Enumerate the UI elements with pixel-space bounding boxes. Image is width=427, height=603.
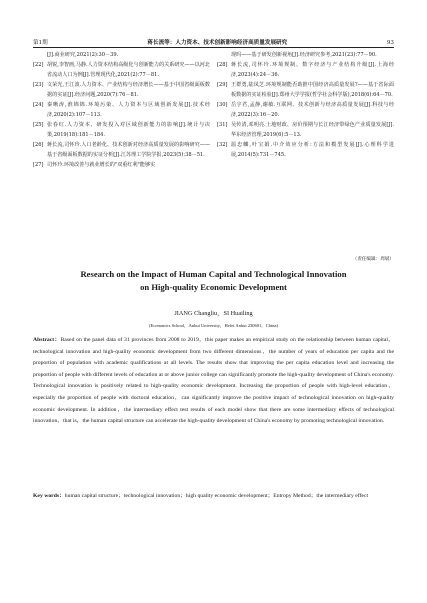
reference-number: [22]	[33, 62, 44, 68]
reference-item	[217, 100, 394, 120]
keywords	[33, 491, 394, 503]
reference-number: [23]	[33, 82, 44, 88]
reference-number: [30]	[217, 102, 228, 108]
reference-text: 司怀玲.环境改善与就业增长的"双重红利"能够实	[47, 162, 156, 168]
keywords-label: Key words：	[33, 493, 65, 499]
reference-number: [31]	[217, 122, 228, 128]
reference-text: 张春红.人力资本、研发投入对区域创新能力的影响[J].统计与决策,2019(18):181－184.	[47, 122, 210, 138]
reference-item	[33, 100, 210, 120]
reference-text: 王群勇,陆凤芝.环境规制能否助推中国经济高质量发展?——基于省际面板数据的实证检验[J].郑州大学学报(哲学社会科学版),2018(6):64－70.	[231, 82, 394, 98]
editor-note: （责任编辑：周斌）	[352, 257, 394, 262]
reference-item	[33, 160, 210, 170]
header-rule	[33, 47, 394, 48]
reference-item	[217, 80, 394, 100]
reference-number	[217, 50, 231, 60]
reference-text: 温忠麟,叶宝娟.中介效应分析:方法和模型发展[J].心理科学进展,2014(5):731－745.	[231, 142, 394, 158]
reference-number	[33, 50, 47, 60]
reference-number: [27]	[33, 162, 44, 168]
reference-item	[217, 120, 394, 140]
english-title-line-2: on High-quality Economic Development	[140, 281, 287, 292]
reference-text: [J].商业研究,2021(2):30－39.	[47, 52, 119, 58]
references-section	[33, 50, 394, 238]
references-left-column	[33, 50, 210, 238]
reference-text: 岳宇君,孟静,谢敏.互联网、技术创新与经济高质量发展[J].科技与经济,2022(3):16－20.	[231, 102, 394, 118]
reference-number: [25]	[33, 122, 44, 128]
references-right-column	[217, 50, 394, 238]
reference-text: 吴传清,邓明亮.土地财政、房价预期与长江经济带绿色产业质量发展[J].华东经济管理,2019(6):5－13.	[231, 122, 394, 138]
english-title	[0, 268, 427, 293]
reference-item	[33, 120, 210, 140]
issue-label: 第1期	[33, 40, 48, 46]
abstract	[33, 335, 394, 428]
running-header	[33, 34, 394, 46]
page-number: 93	[386, 40, 394, 46]
reference-number: [24]	[33, 102, 44, 108]
keywords-text: human capital structure；technological innovation；high quality economic development；Entropy Method；the intermediary effect	[64, 493, 369, 499]
abstract-label: Abstract：	[33, 337, 61, 343]
reference-number: [26]	[33, 142, 44, 148]
reference-item	[217, 50, 394, 60]
reference-text: 蒋长流,司怀玲.环境规制、数字经济与产业结构升级[J].上海经济,2023(4):24－36.	[231, 62, 394, 78]
reference-item	[33, 140, 210, 160]
reference-text: 现吗——基于研发创新视角[J].经济研究参考,2021(23):77－90.	[231, 52, 377, 58]
running-title: 蒋长流等：人力资本、技术创新影响经济高质量发展研究	[147, 40, 288, 46]
affiliation: (Economics School，Anhui University，Hefei Anhui 230601，China)	[149, 323, 278, 328]
reference-item	[217, 140, 394, 160]
reference-text: 文荣光,王江波.人力资本、产业结构与经济增长——基于中国省级面板数据的实证[J].经济问题,2020(7):76－81.	[47, 82, 210, 98]
reference-text: 蒋长流,司怀玲.人口老龄化、技术创新对经济高质量发展的影响研究——基于省级面板数据的实证分析[J].江苏理工学院学报,2023(5):38－51.	[47, 142, 210, 158]
reference-item	[33, 50, 210, 60]
reference-number: [28]	[217, 62, 228, 68]
abstract-text: Based on the panel data of 31 provinces from 2008 to 2019，this paper makes an empirical study on the relationship between human capital，technological innovation and high-quality economic development from two different dimensions，the number of years of education per capita and the proportion of population with academic qualifications at all levels. The results show that improving the per capita education level and increasing the proportion of people with different levels of education at or above junior college can significantly promote the high-quality development of China's economy. Technological innovation is positively related to high-quality economic development. Increasing the proportion of people with high-level education，especially the proportion of people with doctoral education，can significantly improve the positive impact of technological innovation on high-quality economic development. In addition，the intermediary effect test results of each model show that there are some intermediary effects of technological innovation，that is，the human capital structure can accelerate the high-quality development of China's economy by promoting technological innovation.	[33, 337, 394, 425]
reference-number: [32]	[217, 142, 228, 148]
reference-item	[33, 80, 210, 100]
reference-text: 秦晰涛,淮锦锦.环境污染、人力资本与区域创新发展[J].技术经济,2020(2):107－113.	[47, 102, 210, 118]
reference-text: 胡锐,李智画,马静.人力资本结构高级化与创新能力的关系研究——以河北省流动人口为例[J].管理现代化,2021(2):77－81.	[47, 62, 210, 78]
authors: JIANG Changliu，SI Huailing	[174, 310, 253, 317]
reference-item	[33, 60, 210, 80]
reference-number: [29]	[217, 82, 228, 88]
reference-item	[217, 60, 394, 80]
english-title-line-1: Research on the Impact of Human Capital and Technological Innovation	[80, 269, 347, 279]
